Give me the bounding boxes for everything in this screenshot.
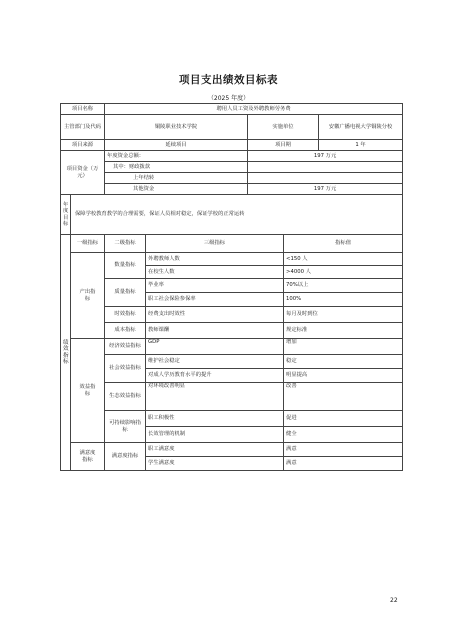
annual-goal-row: [61, 195, 403, 235]
header-level1: 一级指标: [71, 235, 105, 253]
source-row: [61, 140, 403, 151]
indicator-name: 职工满意度: [146, 443, 284, 457]
source-value: 延续项目: [105, 140, 248, 151]
eco-label: 生态效益指标: [105, 383, 146, 411]
indicator-value: 促进: [284, 411, 403, 427]
indicator-name: 在校生人数: [146, 266, 284, 279]
indicator-name: 职工社会保险参保率: [146, 293, 284, 307]
cost-label: 成本指标: [105, 323, 146, 339]
indicator-name: 外聘教师人数: [146, 253, 284, 266]
indicator-row: [61, 411, 403, 427]
document-title: 项目支出绩效目标表: [179, 74, 278, 86]
page-number: 22: [390, 597, 398, 604]
indicator-name: GDP: [146, 339, 284, 355]
indicator-value: 规定标准: [284, 323, 403, 339]
dept-label: 主管部门及代码: [61, 115, 105, 140]
indicator-name: 毕业率: [146, 279, 284, 293]
output-label: 产出指标: [71, 253, 105, 339]
indicator-name: 对成人学历教育水平的提升: [146, 369, 284, 383]
funds-row: [61, 151, 403, 162]
header-level3: 三级指标: [146, 235, 284, 253]
indicator-name: 学生满意度: [146, 457, 284, 471]
project-name-value: 聘用人员工资及外聘教师劳务费: [105, 104, 403, 115]
funds-row: [61, 184, 403, 195]
annual-goal-text: 保障学校教育教学的合理需要，保证人员相对稳定，保证学校的正常运转: [71, 195, 403, 235]
dept-value: 铜陵职业技术学院: [105, 115, 248, 140]
sustain-label: 可持续影响指标: [105, 411, 146, 443]
performance-table: [60, 103, 403, 471]
funds-total-label: 年度资金总额：: [105, 151, 248, 162]
indicator-name: 对环境改善明显: [146, 383, 284, 411]
satisfaction-sub-label: 满意度指标: [105, 443, 146, 471]
indicator-row: [61, 307, 403, 323]
indicator-row: [61, 253, 403, 266]
unit-label: 实施单位: [248, 115, 319, 140]
timeliness-label: 时效指标: [105, 307, 146, 323]
funds-fiscal-value: [248, 162, 403, 173]
indicator-row: [61, 339, 403, 355]
indicator-row: [61, 383, 403, 411]
funds-other-value: 197 万元: [248, 184, 403, 195]
indicator-row: [61, 443, 403, 457]
indicator-name: 维护社会稳定: [146, 355, 284, 369]
indicator-name: 职工积极性: [146, 411, 284, 427]
quantity-label: 数量指标: [105, 253, 146, 279]
indicator-name: 长效管理的机制: [146, 427, 284, 443]
period-label: 项目期: [248, 140, 319, 151]
satisfaction-label: 满意度指标: [71, 443, 105, 471]
source-label: 项目来源: [61, 140, 105, 151]
project-name-row: [61, 104, 403, 115]
benefit-label: 效益指标: [71, 339, 105, 443]
indicator-row: [61, 323, 403, 339]
funds-label: 项目资金（万元）: [61, 151, 105, 195]
indicator-value: 每月及时到位: [284, 307, 403, 323]
indicator-value: 明显提高: [284, 369, 403, 383]
indicators-group-label: 绩效指标: [61, 235, 71, 471]
unit-value: 安徽广播电视大学铜陵分校: [319, 115, 403, 140]
indicator-row: [61, 355, 403, 369]
indicator-value: 健全: [284, 427, 403, 443]
period-value: 1 年: [319, 140, 403, 151]
funds-other-label: 其他资金: [105, 184, 248, 195]
funds-row: [61, 173, 403, 184]
project-name-label: 项目名称: [61, 104, 105, 115]
annual-goal-label: 年度目标: [61, 195, 71, 235]
indicator-value: 满意: [284, 457, 403, 471]
indicator-value: 70%以上: [284, 279, 403, 293]
indicator-value: >4000 人: [284, 266, 403, 279]
funds-fiscal-label: 其中：财政拨款: [105, 162, 248, 173]
indicator-row: [61, 279, 403, 293]
funds-row: [61, 162, 403, 173]
indicator-value: 改善: [284, 383, 403, 411]
indicator-value: <150 人: [284, 253, 403, 266]
header-value: 指标值: [284, 235, 403, 253]
economic-label: 经济效益指标: [105, 339, 146, 355]
social-label: 社会效益指标: [105, 355, 146, 383]
year-note: （2025 年度）: [207, 95, 250, 102]
indicator-value: 增加: [284, 339, 403, 355]
funds-carryover-label: 上年结转: [105, 173, 248, 184]
header-level2: 二级指标: [105, 235, 146, 253]
indicator-value: 100%: [284, 293, 403, 307]
indicator-header-row: [61, 235, 403, 253]
funds-total-value: 197 万元: [248, 151, 403, 162]
dept-row: [61, 115, 403, 140]
indicator-value: 稳定: [284, 355, 403, 369]
funds-carryover-value: [248, 173, 403, 184]
indicator-name: 经费支出时效性: [146, 307, 284, 323]
indicator-name: 教师课酬: [146, 323, 284, 339]
quality-label: 质量指标: [105, 279, 146, 307]
indicator-value: 满意: [284, 443, 403, 457]
